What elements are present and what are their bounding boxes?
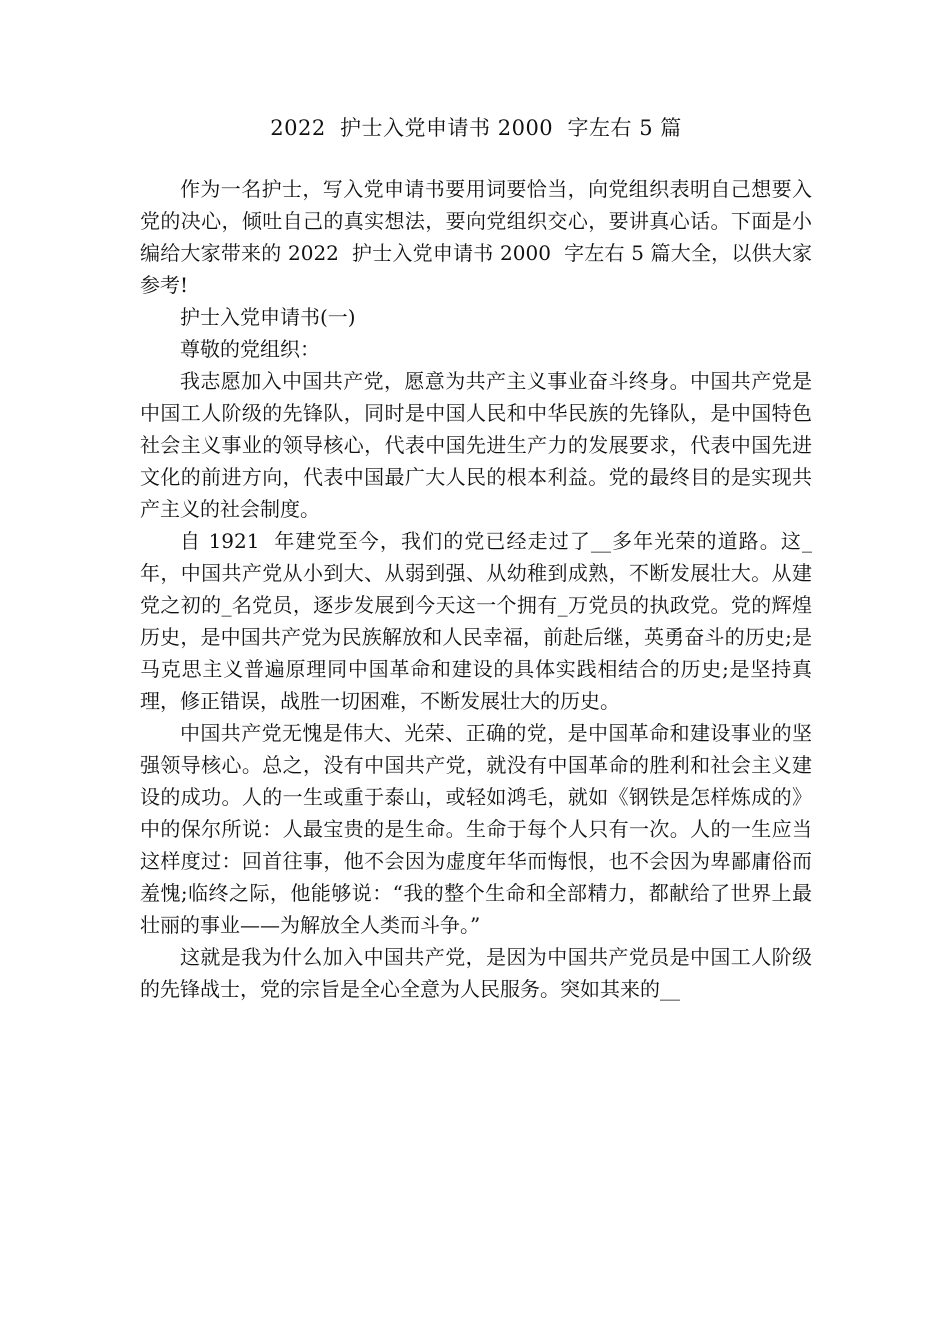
paragraph: 我志愿加入中国共产党，愿意为共产主义事业奋斗终身。中国共产党是中国工人阶级的先锋队，同时是中国人民和中华民族的先锋队，是中国特色社会主义事业的领导核心，代表中国先进生产力的发展要求，代表中国先进文化的前进方向，代表中国最广大人民的根本利益。党的最终目的是实现共产主义的社会制度。 (140, 369, 812, 521)
document-title: 2022 护士入党申请书 2000 字左右 5 篇 (270, 116, 682, 140)
paragraph: 自 1921 年建党至今，我们的党已经走过了__多年光荣的道路。这_年，中国共产党从小到大、从弱到强、从幼稚到成熟，不断发展壮大。从建党之初的_名党员，逐步发展到今天这一个拥有_万党员的执政党。党的辉煌历史，是中国共产党为民族解放和人民幸福，前赴后继，英勇奋斗的历史;是马克思主义普遍原理同中国革命和建设的具体实践相结合的历史;是坚持真理，修正错误，战胜一切困难，不断发展壮大的历史。 (140, 529, 812, 713)
salutation: 尊敬的党组织： (180, 337, 320, 361)
document-body (140, 173, 812, 1005)
section-heading: 护士入党申请书(一) (180, 305, 356, 329)
document-page (140, 0, 812, 1005)
paragraph: 中国共产党无愧是伟大、光荣、正确的党，是中国革命和建设事业的坚强领导核心。总之，没有中国共产党，就没有中国革命的胜利和社会主义建设的成功。人的一生或重于泰山，或轻如鸿毛，就如《钢铁是怎样炼成的》中的保尔所说：人最宝贵的是生命。生命于每个人只有一次。人的一生应当这样度过：回首往事，他不会因为虚度年华而悔恨，也不会因为卑鄙庸俗而羞愧;临终之际，他能够说：“我的整个生命和全部精力，都献给了世界上最壮丽的事业——为解放全人类而斗争。” (140, 721, 812, 937)
paragraph-intro: 作为一名护士，写入党申请书要用词要恰当，向党组织表明自己想要入党的决心，倾吐自己的真实想法，要向党组织交心，要讲真心话。下面是小编给大家带来的 2022 护士入党申请书 2000 字左右 5 篇大全，以供大家参考! (140, 177, 812, 297)
paragraph: 这就是我为什么加入中国共产党，是因为中国共产党员是中国工人阶级的先锋战士，党的宗旨是全心全意为人民服务。突如其来的__ (140, 945, 812, 1001)
